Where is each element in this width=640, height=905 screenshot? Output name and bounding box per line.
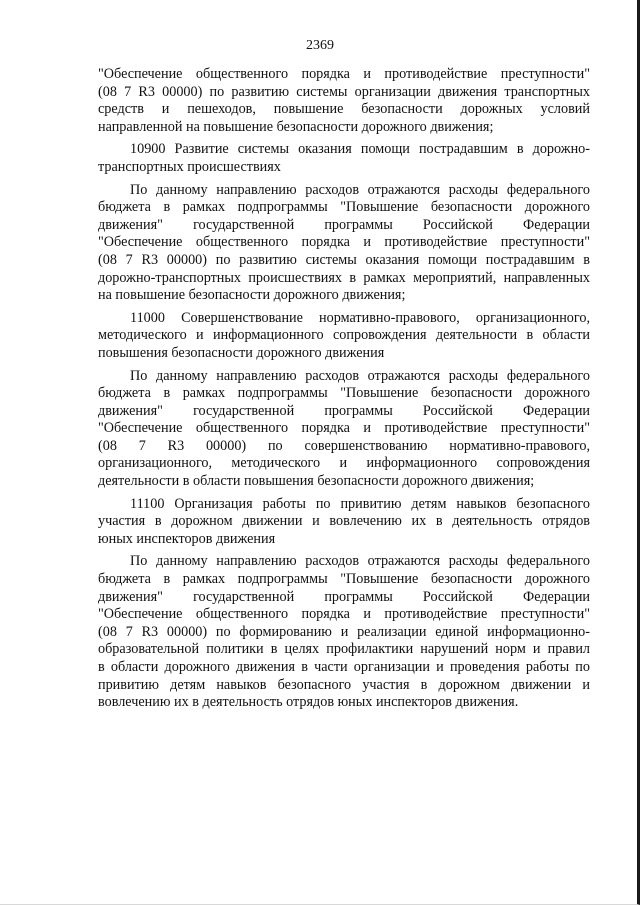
text-line: "Обеспечение общественного порядка и противодействие преступности" (98, 606, 590, 623)
text-line: направленной на повышение безопасности дорожного движения; (98, 118, 494, 135)
paragraph (98, 368, 590, 491)
text-line: "Обеспечение общественного порядка и противодействие преступности" (98, 420, 590, 437)
paragraph (98, 182, 590, 305)
text-line: образовательной политики в целях профилактики нарушений норм и правил (98, 641, 590, 658)
text-line: 10900 Развитие системы оказания помощи пострадавшим в дорожно- (130, 141, 590, 158)
text-line: По данному направлению расходов отражаются расходы федерального (130, 367, 590, 384)
text-line: По данному направлению расходов отражаются расходы федерального (130, 181, 590, 198)
text-line: 11100 Организация работы по привитию детям навыков безопасного (130, 495, 590, 512)
paragraph (98, 553, 590, 711)
text-line: в области дорожного движения в части организации и проведения работы по (98, 659, 590, 675)
page-number: 2369 (306, 38, 334, 53)
paragraph (98, 141, 590, 176)
text-line: организационного, методического и информационного сопровождения (98, 455, 590, 472)
text-line: (08 7 R3 00000) по формированию и реализации единой информационно- (98, 623, 590, 640)
text-line: методического и информационного сопровождения деятельности в области (98, 327, 590, 344)
text-line: (08 7 R3 00000) по развитию системы организации движения транспортных (98, 83, 590, 100)
text-line: повышения безопасности дорожного движения (98, 344, 385, 361)
paragraph (98, 310, 590, 363)
text-line: юных инспекторов движения (98, 530, 276, 547)
text-line: участия в дорожном движении и вовлечению их в деятельность отрядов (98, 513, 590, 530)
text-line: "Обеспечение общественного порядка и противодействие преступности" (98, 234, 590, 251)
text-line: По данному направлению расходов отражаются расходы федерального (130, 553, 590, 570)
text-line: (08 7 R3 00000) по совершенствованию нормативно-правового, (98, 437, 590, 454)
text-line: 11000 Совершенствование нормативно-правового, организационного, (130, 309, 590, 326)
text-line: на повышение безопасности дорожного движения; (98, 287, 406, 304)
text-line: движения" государственной программы Российской Федерации (98, 402, 590, 419)
text-line: "Обеспечение общественного порядка и противодействие преступности" (98, 66, 590, 82)
text-line: движения" государственной программы Российской Федерации (98, 216, 590, 233)
text-line: средств и пешеходов, повышение безопасности дорожных условий (98, 101, 590, 118)
text-line: бюджета в рамках подпрограммы "Повышение безопасности дорожного (98, 199, 590, 216)
text-line: вовлечению их в деятельность отрядов юных инспекторов движения. (98, 694, 519, 711)
text-line: привитию детям навыков безопасного участия в дорожном движении и (98, 676, 590, 693)
text-line: бюджета в рамках подпрограммы "Повышение безопасности дорожного (98, 571, 590, 588)
document-body (98, 66, 590, 712)
text-line: деятельности в области повышения безопасности дорожного движения; (98, 473, 535, 490)
text-line: движения" государственной программы Российской Федерации (98, 588, 590, 605)
paragraph (98, 496, 590, 549)
text-line: дорожно-транспортных происшествиях в рамках мероприятий, направленных (98, 269, 590, 286)
text-line: транспортных происшествиях (98, 158, 281, 175)
paragraph (98, 66, 590, 136)
text-line: бюджета в рамках подпрограммы "Повышение безопасности дорожного (98, 385, 590, 402)
text-line: (08 7 R3 00000) по развитию системы оказания помощи пострадавшим в (98, 251, 590, 268)
